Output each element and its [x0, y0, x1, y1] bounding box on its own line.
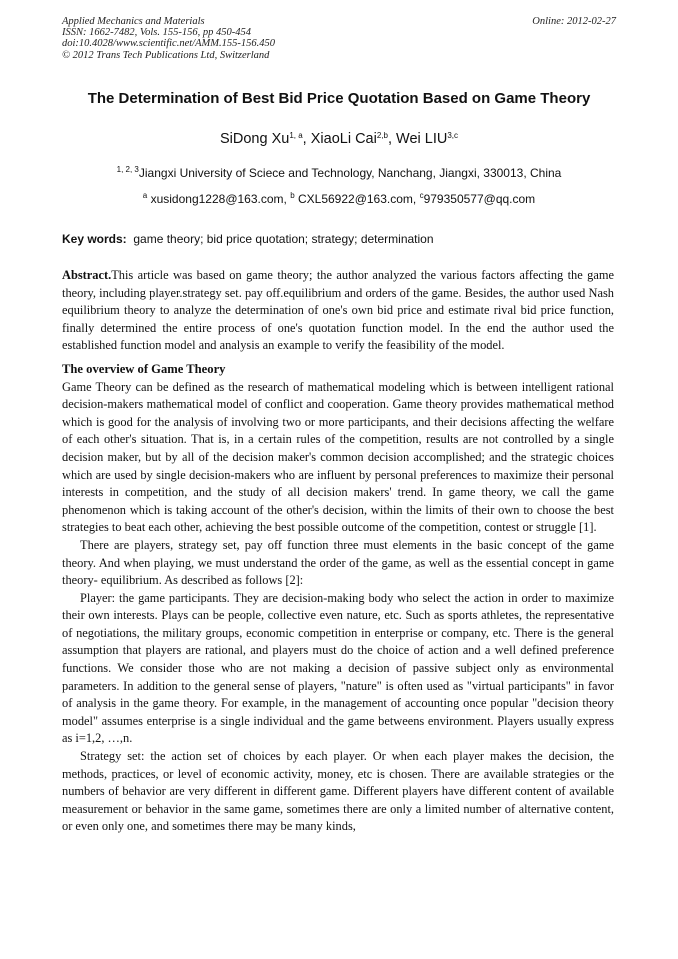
section-heading: The overview of Game Theory: [62, 361, 226, 376]
copyright-line: © 2012 Trans Tech Publications Ltd, Switzerland: [62, 49, 270, 61]
journal-header: [62, 16, 616, 61]
author-affil-mark: 3,c: [447, 131, 458, 140]
email-list: $^a$ xusidong1228@163.com, $^b$ CXL56922@163.com, $^c$979350577@qq.com: [142, 191, 536, 206]
author-affil-mark: 2,b: [376, 131, 388, 140]
author-list: SiDong Xu$^{1, a}$, XiaoLi Cai$^{2,b}$, Wei LIU$^{3,c}$: [220, 131, 458, 147]
journal-name: Applied Mechanics and Materials: [62, 16, 205, 27]
abstract-label: Abstract.: [62, 268, 112, 282]
email-address[interactable]: xusidong1228@163.com,: [147, 192, 291, 206]
doi-line: doi:10.4028/www.scientific.net/AMM.155-156.450: [62, 38, 275, 50]
affiliation-text: Jiangxi University of Sciece and Technology, Nanchang, Jiangxi, 330013, China: [138, 166, 562, 180]
affiliation: [30, 166, 648, 180]
paper-body: [62, 267, 614, 836]
author-name: XiaoLi Cai: [310, 131, 377, 147]
body-paragraph: Strategy set: the action set of choices by each player. Or when each player makes the decision, the methods, practices, or level of economic activity, money, etc is chosen. There are available strategies or the numbers of behavior are very different in different game. Different players have different content of available measurement or behavior in the same game, sometimes there are only a limited number of alternative content, or even only one, and sometimes there may be many kinds,: [62, 749, 614, 834]
online-date: Online: 2012-02-27: [532, 16, 616, 27]
body-paragraph: Game Theory can be defined as the research of mathematical modeling which is between intelligent rational decision-makers mathematical model of conflict and cooperation. Game theory provides mathematical method which is good for the analysis of involving two or more participants, and their decisions affecting the welfare of each other's situation. That is, in a certain rules of the competition, results are not controlled by a single decision maker, but by all of the decision maker's common decision accomplished; and the strategic choices which are used by single decision-makers who are influent by personal preferences to maximize their personal interests in competition, and the study of all decision makers' trend. In game theory, we call the game phenomenon which is taking account of the other's decision, within the limits of their own to choose the best strategies to beat each other, achieving the best possible outcome of the competition, contest or struggle [1].: [62, 379, 614, 535]
email-address[interactable]: 979350577@qq.com: [423, 192, 536, 206]
body-paragraph: Player: the game participants. They are decision-making body who select the action in order to maximize their own interests. Plays can be people, collective even nature, etc. Such as sports athletes, the representative of negotiations, the military groups, economic competition in enterprise or company, etc. There is the general assumption that players are rational, and players must do the choice of action and a well defined preference functions. We consider those who are not making a decision of passive subject only as environmental parameters. In addition to the general sense of players, "nature" is often used as "virtual participants" in favor of analysis in the game theory. For example, in the management of accounting once popular "decision theory model" assumes enterprise is a single individual and the game betweens environment. Players usually express as i=1,2, …,n.: [62, 590, 614, 746]
abstract: [62, 267, 614, 355]
issn-line: ISSN: 1662-7482, Vols. 155-156, pp 450-454: [62, 27, 251, 39]
keywords-label: Key words:: [62, 232, 127, 246]
body-paragraph: There are players, strategy set, pay off function three must elements in the basic concept of the game theory. And when playing, we must understand the order of the game, as well as the essential concept in game theory- equilibrium. As described as follows [2]:: [62, 537, 614, 588]
affiliation-mark: 1, 2, 3: [116, 165, 139, 174]
keywords: [62, 232, 616, 246]
email-address[interactable]: CXL56922@163.com,: [294, 192, 420, 206]
abstract-text: This article was based on game theory; the author analyzed the various factors affecting the game theory, including player.strategy set. pay off.equilibrium and orders of the game. Besides, the author used Nash equilibrium theory to analyze the determination of one's own bid price and estimate rival bid price function, finally determined the entire process of one's quotation function model. In the end the author used the established function model and analysis an example to verify the feasibility of the model.: [62, 268, 614, 353]
paper-title: The Determination of Best Bid Price Quotation Based on Game Theory: [87, 90, 591, 107]
author-name: SiDong Xu: [220, 131, 290, 147]
author-name: Wei LIU: [396, 131, 448, 147]
keywords-text: game theory; bid price quotation; strategy; determination: [133, 232, 434, 246]
author-affil-mark: 1, a: [289, 131, 303, 140]
